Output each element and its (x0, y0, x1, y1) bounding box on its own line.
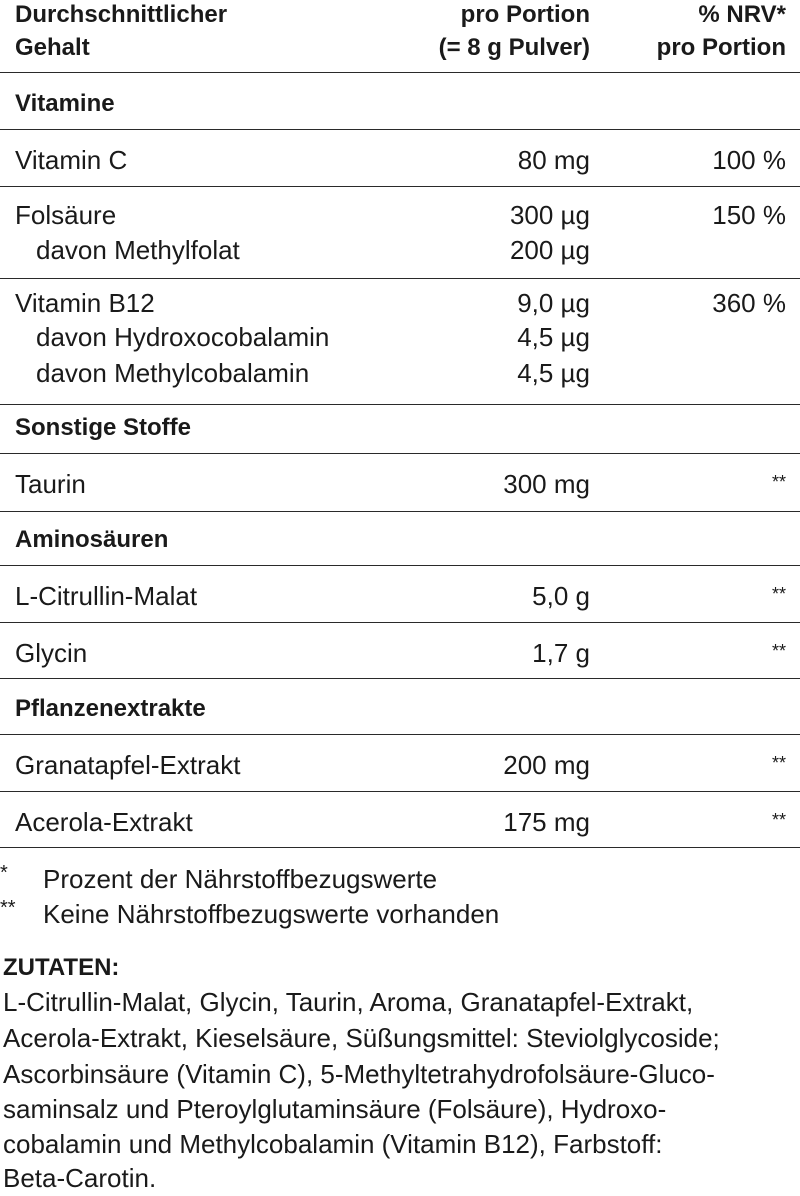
nutrient-amount: 1,7 g (532, 638, 590, 668)
nutrient-nrv: ** (771, 641, 786, 661)
header-col3-line1: % NRV* (698, 1, 786, 28)
nutrient-name: Glycin (15, 638, 88, 668)
nutrient-nrv: ** (771, 753, 786, 773)
ingredients-line: Beta-Carotin. (3, 1163, 157, 1193)
table-row-vitamin-b12 (0, 279, 800, 405)
footnote-mark: ** (0, 897, 16, 919)
ingredients-line: Ascorbinsäure (Vitamin C), 5-Methyltetrahydrofolsäure-Gluco- (3, 1059, 715, 1089)
nutrient-subamount: 200 µg (509, 235, 590, 265)
nutrient-subamount: 4,5 µg (517, 358, 590, 388)
nutrient-nrv: ** (771, 584, 786, 604)
nutrient-name: Acerola-Extrakt (15, 807, 193, 837)
nutrient-name: L-Citrullin-Malat (15, 581, 198, 611)
nutrient-amount: 5,0 g (532, 581, 590, 611)
section-pflanzenextrakte (0, 679, 800, 735)
nutrient-amount: 200 mg (503, 750, 590, 780)
nutrient-nrv: ** (771, 810, 786, 830)
ingredients-line: Acerola-Extrakt, Kieselsäure, Süßungsmittel: Steviolglycoside; (3, 1023, 720, 1053)
nutrient-amount: 300 mg (503, 469, 590, 499)
ingredients-line: cobalamin und Methylcobalamin (Vitamin B12), Farbstoff: (3, 1129, 663, 1159)
nutrient-nrv: 150 % (712, 200, 786, 230)
header-col2-line1: pro Portion (460, 1, 590, 28)
section-title: Pflanzenextrakte (15, 695, 206, 722)
nutrient-nrv: ** (771, 472, 786, 492)
footnote-text: Prozent der Nährstoffbezugswerte (43, 864, 438, 894)
table-row-vitamin-c (0, 130, 800, 187)
header-col1-line1: Durchschnittlicher (15, 1, 228, 28)
nutrient-amount: 300 µg (509, 200, 590, 230)
section-title: Aminosäuren (15, 526, 169, 553)
section-title: Sonstige Stoffe (15, 414, 192, 441)
section-sonstige-stoffe (0, 405, 800, 454)
nutrient-name: Vitamin B12 (15, 288, 155, 318)
footnote-text: Keine Nährstoffbezugswerte vorhanden (43, 899, 500, 929)
nutrient-amount: 175 mg (503, 807, 590, 837)
section-title: Vitamine (15, 90, 115, 117)
table-row-folsaeure (0, 187, 800, 279)
nutrient-subname: davon Hydroxocobalamin (36, 322, 330, 352)
nutrient-name: Folsäure (15, 200, 117, 230)
footnote-mark: * (0, 862, 8, 884)
table-row-granatapfel-extrakt (0, 735, 800, 792)
nutrient-name: Taurin (15, 469, 86, 499)
table-row-taurin (0, 454, 800, 512)
header-col2-line2: (= 8 g Pulver) (438, 34, 590, 61)
table-row-l-citrullin-malat (0, 566, 800, 623)
table-header (0, 0, 800, 73)
section-aminosaeuren (0, 512, 800, 566)
table-row-glycin (0, 623, 800, 679)
ingredients-line: L-Citrullin-Malat, Glycin, Taurin, Aroma, Granatapfel-Extrakt, (3, 987, 694, 1017)
nutrient-amount: 9,0 µg (517, 288, 590, 318)
header-col3-line2: pro Portion (656, 34, 786, 61)
nutrient-subname: davon Methylcobalamin (36, 358, 310, 388)
nutrient-name: Granatapfel-Extrakt (15, 750, 241, 780)
nutrient-name: Vitamin C (15, 145, 128, 175)
header-col1-line2: Gehalt (15, 34, 90, 61)
nutrient-subname: davon Methylfolat (36, 235, 240, 265)
ingredients-title: ZUTATEN: (3, 954, 120, 981)
nutrient-nrv: 360 % (712, 288, 786, 318)
nutrient-amount: 80 mg (517, 145, 590, 175)
nutrient-nrv: 100 % (712, 145, 786, 175)
ingredients-line: saminsalz und Pteroylglutaminsäure (Folsäure), Hydroxo- (3, 1094, 667, 1124)
section-vitamine (0, 73, 800, 130)
table-row-acerola-extrakt (0, 792, 800, 848)
nutrient-subamount: 4,5 µg (517, 322, 590, 352)
